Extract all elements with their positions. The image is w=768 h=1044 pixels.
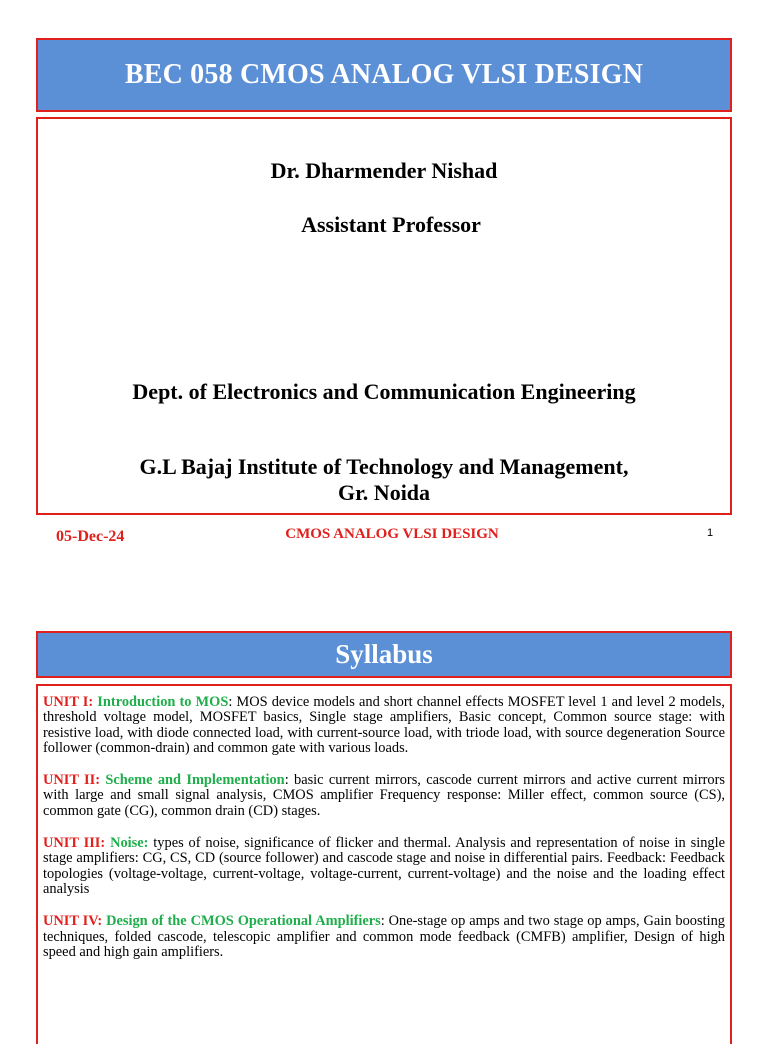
institute-line-2: Gr. Noida — [337, 480, 431, 505]
syllabus-unit-3 — [43, 836, 725, 897]
footer-page-number: 1 — [707, 527, 714, 539]
unit-description: : basic current mirrors, cascode current mirrors and active current mirrors with large and small signal analysis, CMOS amplifier Frequency response: Miller effect, common source (CS), common gate (CG), common drain (CD) stages. — [43, 772, 725, 819]
institute-line-1: G.L Bajaj Institute of Technology and Management, — [139, 454, 629, 479]
syllabus-content-box — [36, 684, 732, 1044]
unit-label: UNIT II: — [43, 772, 101, 789]
footer-course-title: CMOS ANALOG VLSI DESIGN — [285, 526, 499, 542]
syllabus-title: Syllabus — [335, 639, 433, 669]
presenter-name: Dr. Dharmender Nishad — [270, 158, 498, 183]
unit-topic: Design of the CMOS Operational Amplifiers — [106, 913, 381, 930]
slide1-title-bar — [36, 38, 732, 112]
slide1-info-box — [36, 117, 732, 515]
syllabus-unit-4 — [43, 914, 725, 960]
unit-topic: Introduction to MOS — [97, 694, 229, 710]
unit-topic: Scheme and Implementation — [105, 772, 285, 789]
department-name: Dept. of Electronics and Communication Engineering — [132, 379, 636, 404]
slide1-title: BEC 058 CMOS ANALOG VLSI DESIGN — [124, 59, 644, 90]
unit-description: : One-stage op amps and two stage op amps, Gain boosting techniques, folded cascode, telescopic amplifier and common mode feedback (CMFB) amplifier, Design of high speed and high gain amplifiers. — [43, 913, 725, 960]
presenter-role: Assistant Professor — [301, 212, 481, 237]
slide2-title-bar — [36, 631, 732, 678]
footer-date: 05-Dec-24 — [56, 528, 125, 545]
unit-label: UNIT I: — [43, 694, 94, 710]
unit-description: types of noise, significance of flicker and thermal. Analysis and representation of noise in single stage amplifiers: CG, CS, CD (source follower) and cascode stage and noise in differential pairs. Feedback: Feedback topologies (voltage-voltage, current-voltage, voltage-current, current-voltage) and the noise and the loading effect analysis — [43, 835, 725, 897]
unit-label: UNIT IV: — [43, 913, 103, 930]
unit-topic: Noise: — [110, 835, 149, 852]
syllabus-unit-1 — [43, 695, 725, 756]
unit-description: : MOS device models and short channel effects MOSFET level 1 and level 2 models, threshold voltage model, MOSFET basics, Single stage amplifiers, Basic concept, Common source stage: with resistive load, with diode connected load, with current-source load, with triode load, with source degeneration Source follower (common-drain) and common gate with various loads. — [43, 694, 725, 756]
unit-label: UNIT III: — [43, 835, 106, 852]
syllabus-unit-2 — [43, 773, 725, 819]
